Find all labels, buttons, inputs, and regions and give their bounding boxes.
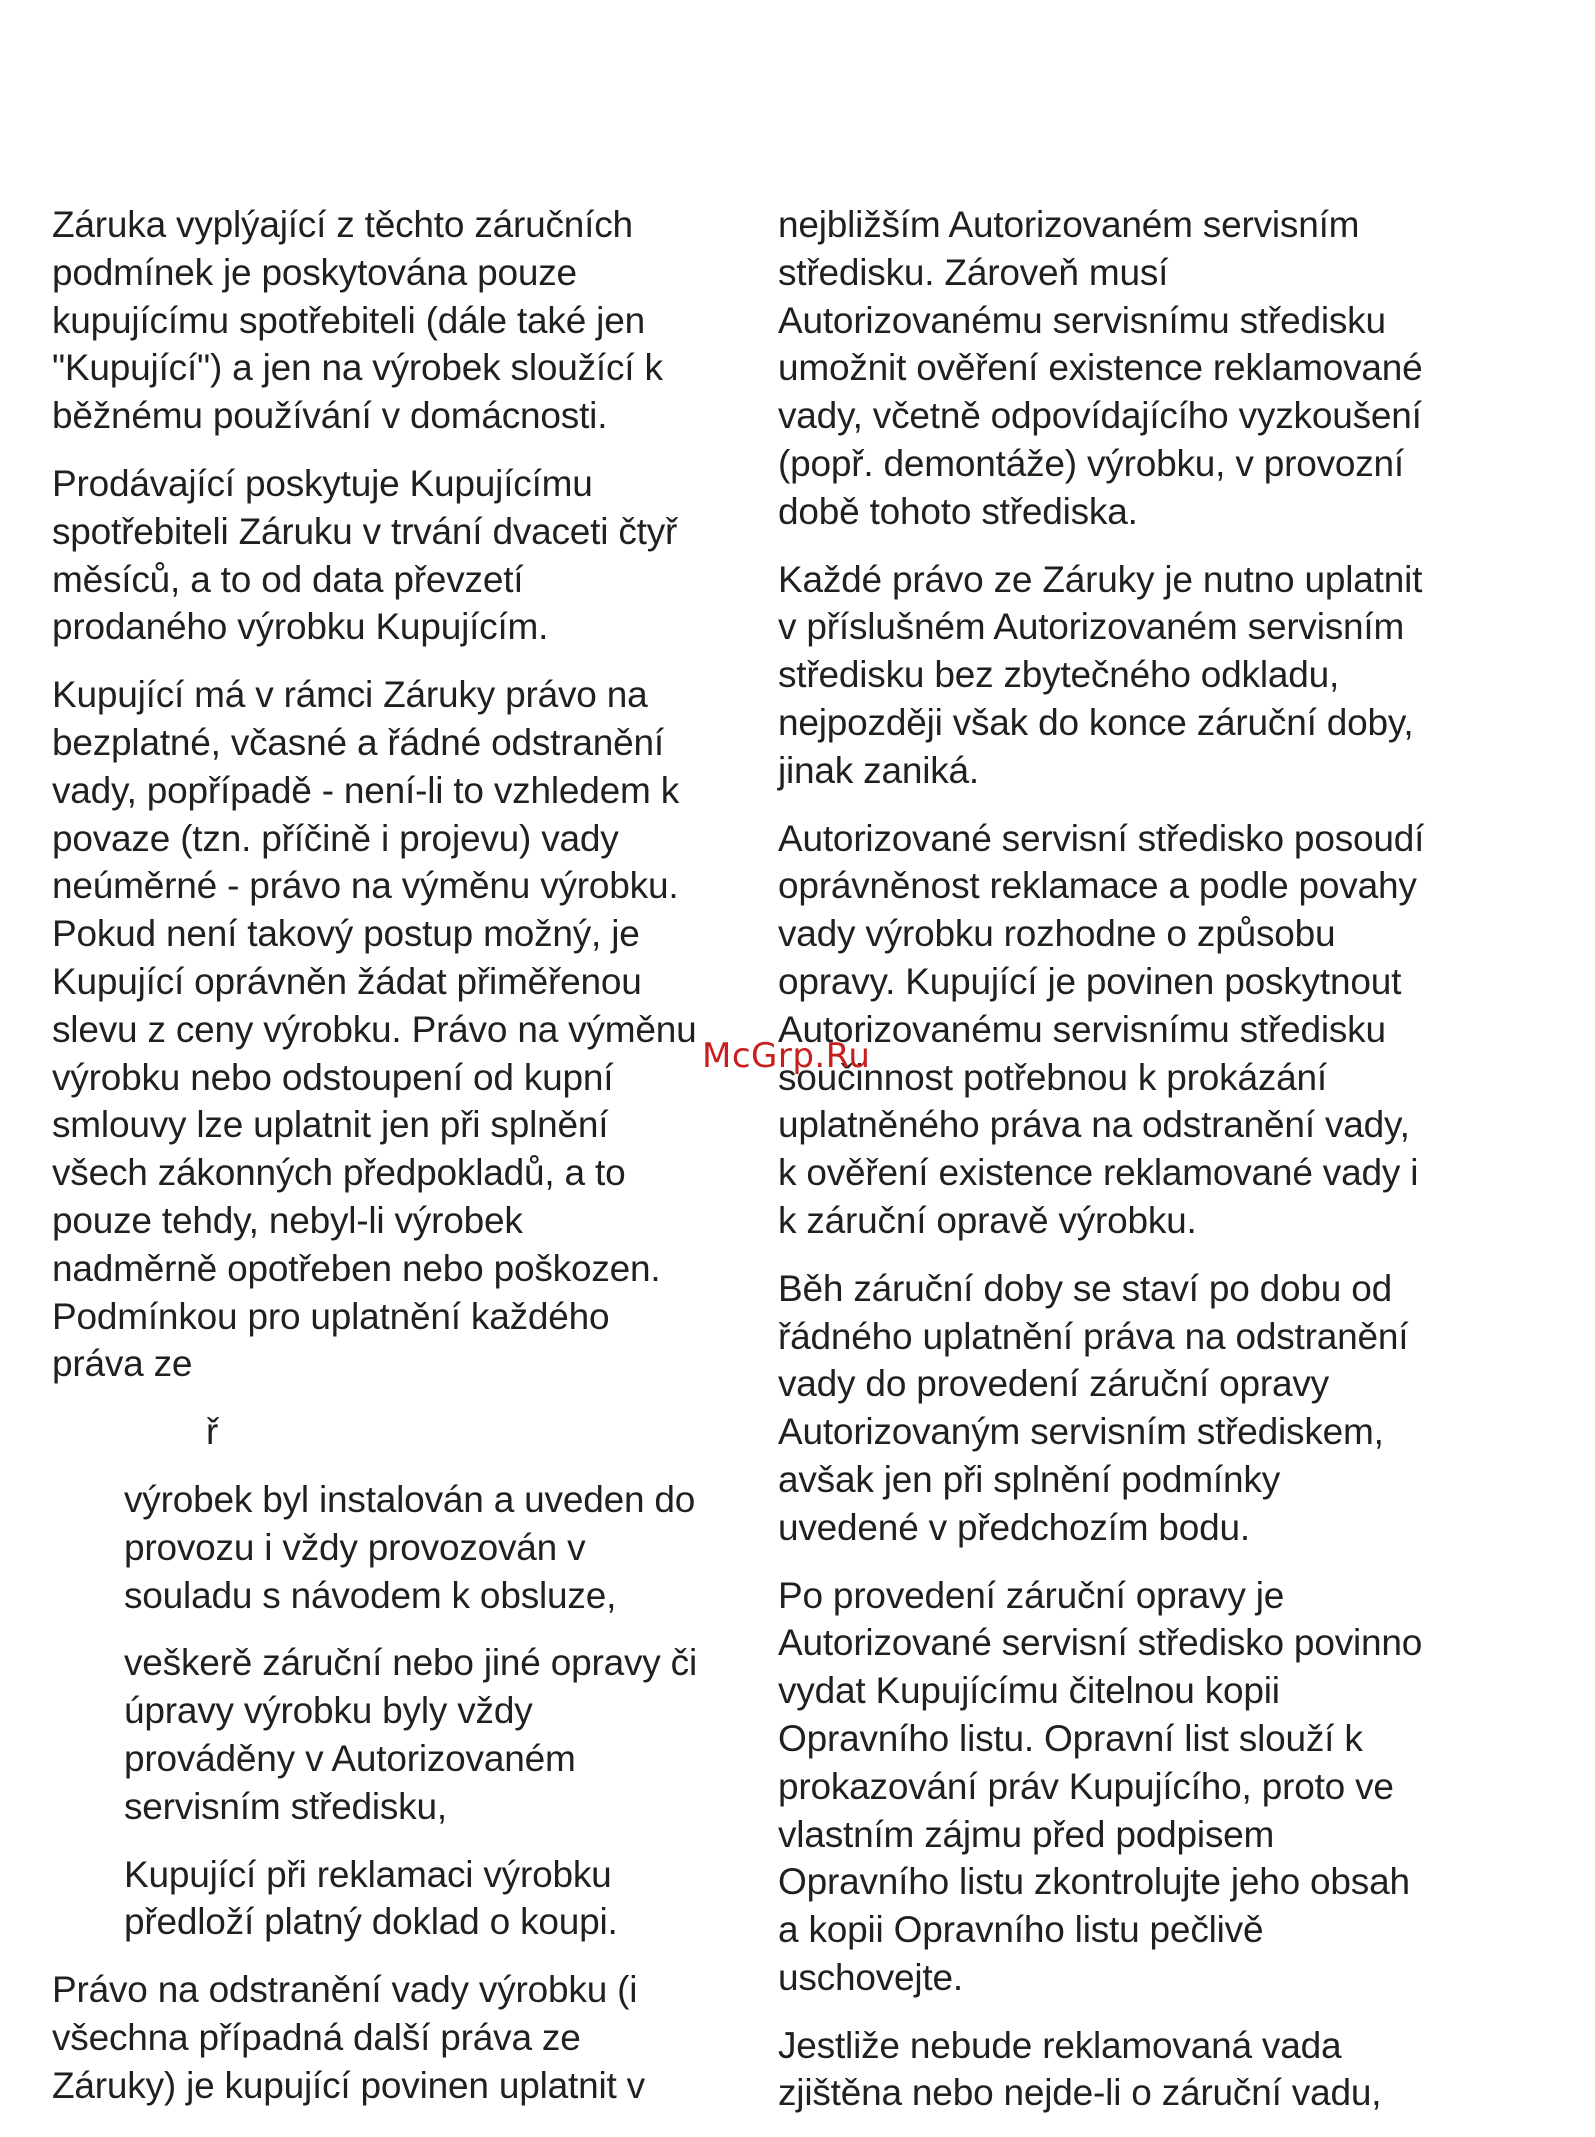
paragraph-warranty-duration: Prodávající poskytuje Kupujícímu spotřebiteli Záruku v trvání dvaceti čtyř měsíců, a to od data převzetí prodaného výrobku Kupujícím.	[52, 462, 678, 648]
left-column	[52, 201, 742, 2129]
bullet-item-repairs: veškerě záruční nebo jiné opravy či úpravy výrobku byly vždy prováděny v Autorizovaném servisním středisku,	[124, 1642, 697, 1827]
bullet-marker: ř	[206, 1411, 219, 1453]
paragraph-claim-location: Právo na odstranění vady výrobku (i všechna případná další práva ze Záruky) je kupující povinen uplatnit v	[52, 1969, 645, 2106]
paragraph-warranty-scope: Záruka vyplýající z těchto záručních podmínek je poskytována pouze kupujícímu spotřebiteli (dále také jen "Kupující") a jen na výrobek sloužící k běžnému používání v domácnosti.	[52, 204, 663, 437]
bullet-item-receipt: Kupující při reklamaci výrobku předloží platný doklad o koupi.	[124, 1853, 618, 1943]
bullet-item-installation: výrobek byl instalován a uveden do provozu i vždy provozován v souladu s návodem k obsluze,	[124, 1478, 696, 1616]
paragraph-defect-not-found: Jestliže nebude reklamovaná vada zjištěna nebo nejde-li o záruční vadu,	[778, 2024, 1382, 2114]
watermark-text: McGrp.Ru	[702, 1036, 871, 1076]
paragraph-claim-deadline: Každé právo ze Záruky je nutno uplatnit v příslušném Autorizovaném servisním středisku bez zbytečného odkladu, nejpozději však do konce záruční doby, jinak zaniká.	[778, 558, 1423, 791]
paragraph-warranty-suspension: Běh záruční doby se staví po dobu od řádného uplatnění práva na odstranění vady do provedení záruční opravy Autorizovaným servisním střediskem, avšak jen při splnění podmínky uvedené v předchozím bodu.	[778, 1267, 1409, 1548]
paragraph-buyer-rights: Kupující má v rámci Záruky právo na bezplatné, včasné a řádné odstranění vady, popřípadě - není-li to vzhledem k povaze (tzn. příčině i projevu) vady neúměrné - právo na výměnu výrobku. Pokud není takový postup možný, je Kupující oprávněn žádat přiměřenou slevu z ceny výrobku. Právo na výměnu výrobku nebo odstoupení od kupní smlouvy lze uplatnit jen při splnění všech zákonných předpokladů, a to pouze tehdy, nebyl-li výrobek nadměrně opotřeben nebo poškozen. Podmínkou pro uplatnění každého práva ze	[52, 674, 697, 1385]
right-column	[778, 201, 1468, 2137]
paragraph-repair-sheet: Po provedení záruční opravy je Autorizované servisní středisko povinno vydat Kupujícímu čitelnou kopii Opravního listu. Opravní list slouží k prokazování práv Kupujícího, proto ve vlastním zájmu před podpisem Opravního listu zkontrolujte jeho obsah a kopii Opravního listu pečlivě uschovejte.	[778, 1574, 1423, 1998]
paragraph-service-assessment: Autorizované servisní středisko posoudí oprávněnost reklamace a podle povahy vady výrobku rozhodne o způsobu opravy. Kupující je povinen poskytnout Autorizovanému servisnímu středisku součinnost potřebnou k prokázání uplatněného práva na odstranění vady, k ověření existence reklamované vady i k záruční opravě výrobku.	[778, 817, 1425, 1241]
paragraph-nearest-service: nejbližším Autorizovaném servisním středisku. Zároveň musí Autorizovanému servisnímu středisku umožnit ověření existence reklamované vady, včetně odpovídajícího vyzkoušení (popř. demontáže) výrobku, v provozní době tohoto střediska.	[778, 204, 1423, 532]
